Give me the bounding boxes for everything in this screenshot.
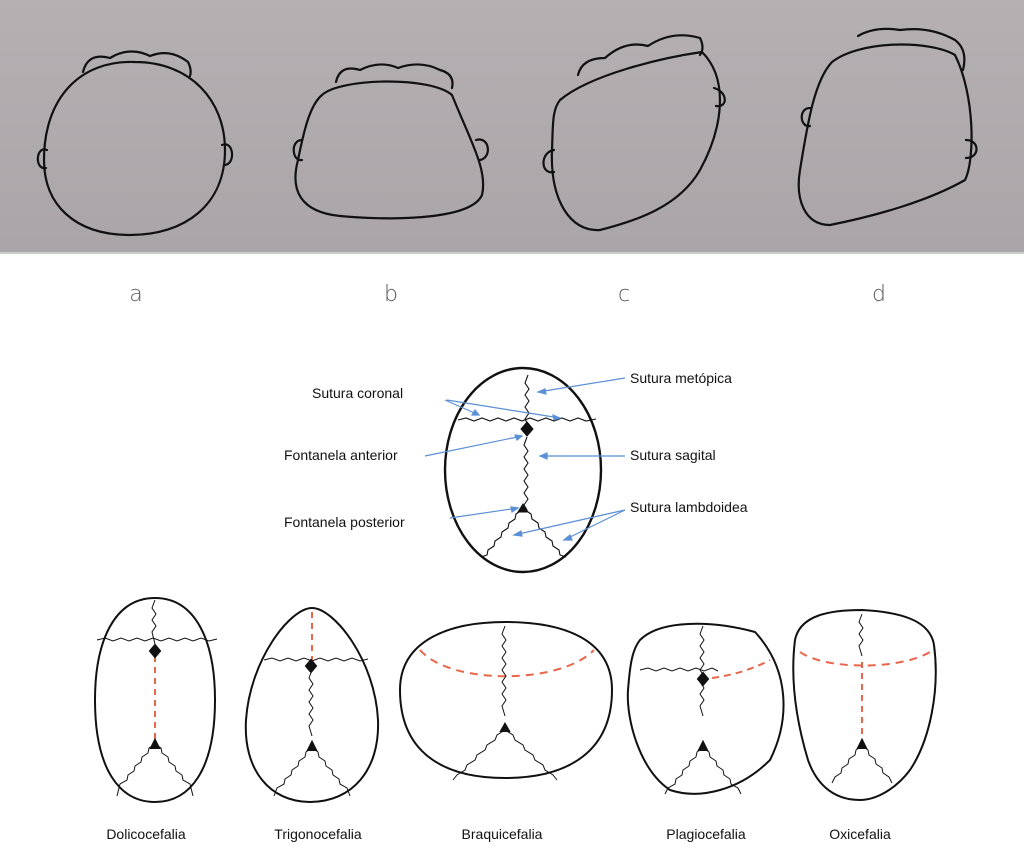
lambdoid-suture-right <box>525 510 566 557</box>
callout-coronal: Sutura coronal <box>312 385 404 401</box>
anterior-fontanelle <box>521 422 533 436</box>
label-c: c <box>617 282 631 307</box>
posterior-fontanelle <box>518 504 528 512</box>
central-skull-diagram <box>445 368 601 572</box>
callout-metopic: Sutura metópica <box>630 370 732 386</box>
skull-plagiocefalia <box>628 624 784 794</box>
caption-oxicefalia: Oxicefalia <box>829 826 891 842</box>
label-b: b <box>384 282 398 307</box>
head-outline-a <box>38 51 232 235</box>
callout-posterior-fontanelle: Fontanela posterior <box>284 514 405 530</box>
sagittal-suture <box>524 437 528 510</box>
label-a: a <box>129 282 143 307</box>
skull-trigonocefalia <box>246 608 378 802</box>
head-outline-b <box>294 64 488 218</box>
skull-oxicefalia <box>793 610 935 800</box>
callout-sagittal: Sutura sagital <box>630 447 716 463</box>
caption-dolicocefalia: Dolicocefalia <box>106 826 186 842</box>
head-outline-c <box>544 35 725 230</box>
caption-trigonocefalia: Trigonocefalia <box>274 826 362 842</box>
metopic-suture <box>525 375 529 425</box>
coronal-suture-line <box>458 418 596 421</box>
skull-dolicocefalia <box>95 598 217 802</box>
callout-lambdoid: Sutura lambdoidea <box>630 499 748 515</box>
central-skull-outline <box>445 368 601 572</box>
label-d: d <box>872 282 886 307</box>
callout-anterior-fontanelle: Fontanela anterior <box>284 447 398 463</box>
caption-braquicefalia: Braquicefalia <box>461 826 543 842</box>
skull-braquicefalia <box>400 622 612 780</box>
caption-plagiocefalia: Plagiocefalia <box>666 826 746 842</box>
head-outline-d <box>799 29 977 225</box>
